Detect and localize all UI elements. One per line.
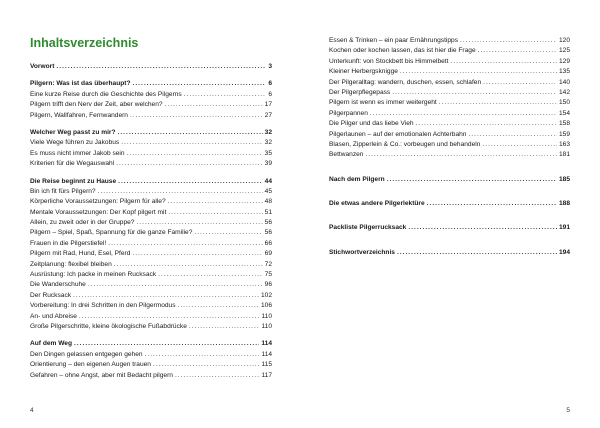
entry-title: Eine kurze Reise durch die Geschichte des Pilgerns — [30, 90, 182, 98]
toc-chapter-entry — [329, 223, 570, 233]
dot-leader — [397, 248, 557, 258]
toc-list-left — [30, 62, 272, 381]
entry-title: Körperliche Voraussetzungen: Pilgern für alle? — [30, 198, 166, 206]
entry-page-number: 27 — [264, 111, 272, 119]
entry-title: Blasen, Zipperlein & Co.: vorbeugen und behandeln — [329, 140, 481, 148]
entry-title: Kriterien für die Wegauswahl — [30, 160, 115, 168]
entry-title: Viele Wege führen zu Jakobus — [30, 139, 120, 147]
dot-leader — [370, 109, 557, 119]
entry-page-number: 17 — [264, 101, 272, 109]
dot-leader — [427, 199, 557, 209]
toc-entry — [329, 88, 570, 98]
entry-page-number: 110 — [261, 322, 272, 330]
toc-chapter-entry — [30, 79, 272, 89]
dot-leader — [400, 67, 557, 77]
dot-leader — [127, 149, 263, 159]
entry-page-number: 194 — [558, 248, 570, 256]
dot-leader — [365, 150, 557, 160]
dot-leader — [450, 57, 557, 67]
toc-entry — [30, 218, 272, 228]
entry-title: Nach dem Pilgern — [329, 175, 385, 183]
dot-leader — [483, 78, 557, 88]
entry-page-number: 39 — [264, 160, 272, 168]
entry-title: Es muss nicht immer Jakob sein — [30, 149, 125, 157]
dot-leader — [114, 260, 263, 270]
toc-entry — [30, 159, 272, 169]
entry-title: Ausrüstung: Ich packe in meinen Rucksack — [30, 271, 157, 279]
dot-leader — [158, 270, 263, 280]
dot-leader — [439, 98, 557, 108]
entry-page-number: 96 — [264, 281, 272, 289]
toc-entry — [30, 208, 272, 218]
dot-leader — [56, 62, 266, 72]
entry-page-number: 56 — [264, 229, 272, 237]
entry-title: Pilgern trifft den Nerv der Zeit, aber welchen? — [30, 101, 163, 109]
dot-leader — [392, 88, 557, 98]
entry-page-number: 188 — [558, 200, 570, 208]
dot-leader — [178, 301, 259, 311]
entry-title: Gefahren – ohne Angst, aber mit Bedacht pilgern — [30, 371, 173, 379]
entry-title: Frauen in die Pilgerstiefel! — [30, 239, 107, 247]
dot-leader — [468, 130, 557, 140]
entry-title: Pilgern – Spiel, Spaß, Spannung für die ganze Familie? — [30, 229, 193, 237]
dot-leader — [175, 371, 260, 381]
entry-page-number: 114 — [261, 350, 272, 358]
entry-title: Essen & Trinken – ein paar Ernährungstipps — [329, 37, 459, 44]
entry-title: Pilgerlaunen – auf der emotionalen Achterbahn — [329, 130, 467, 138]
toc-entry — [329, 98, 570, 108]
dot-leader — [460, 36, 557, 46]
entry-title: Pilgern mit Rad, Hund, Esel, Pferd — [30, 250, 131, 258]
dot-leader — [108, 239, 262, 249]
toc-chapter-entry — [30, 62, 272, 72]
toc-entry — [30, 239, 272, 249]
entry-title: Allein, zu zweit oder in der Gruppe? — [30, 219, 135, 227]
entry-title: Kochen oder kochen lassen, das ist hier die Frage — [329, 47, 476, 55]
group-gap — [329, 234, 570, 248]
dot-leader — [168, 197, 263, 207]
dot-leader — [132, 249, 262, 259]
dot-leader — [121, 138, 262, 148]
toc-entry — [30, 350, 272, 360]
toc-entry — [30, 270, 272, 280]
toc-entry — [30, 301, 272, 311]
entry-title: Vorwort — [30, 63, 55, 70]
dot-leader — [478, 46, 557, 56]
entry-page-number: 185 — [558, 175, 570, 183]
entry-title: Kleiner Herbergsknigge — [329, 68, 398, 76]
toc-entry — [329, 78, 570, 88]
entry-page-number: 69 — [264, 250, 272, 258]
dot-leader — [118, 177, 263, 187]
toc-entry — [329, 140, 570, 150]
toc-entry — [329, 119, 570, 129]
toc-entry — [30, 260, 272, 270]
dot-leader — [74, 339, 259, 349]
entry-page-number: 106 — [260, 302, 272, 310]
entry-title: Große Pilgerschritte, kleine ökologische Fußabdrücke — [30, 322, 187, 330]
entry-page-number: 142 — [558, 88, 570, 96]
entry-title: Die Reise beginnt zu Hause — [30, 177, 117, 185]
group-gap — [30, 121, 272, 128]
entry-page-number: 114 — [261, 340, 272, 348]
entry-page-number: 181 — [558, 151, 570, 159]
toc-entry — [30, 360, 272, 370]
toc-entry — [30, 197, 272, 207]
dot-leader — [387, 175, 557, 185]
entry-title: Pilgerpannen — [329, 109, 368, 117]
toc-entry — [329, 130, 570, 140]
toc-chapter-entry — [30, 339, 272, 349]
entry-page-number: 51 — [264, 208, 272, 216]
entry-page-number: 125 — [558, 47, 570, 55]
entry-page-number: 140 — [558, 78, 570, 86]
page-number-right: 5 — [566, 407, 570, 414]
toc-entry — [30, 322, 272, 332]
toc-chapter-entry — [329, 199, 570, 209]
toc-entry — [329, 36, 570, 46]
toc-entry — [30, 138, 272, 148]
toc-title: Inhaltsverzeichnis — [30, 36, 139, 50]
entry-title: Die etwas andere Pilgerlektüre — [329, 200, 425, 208]
dot-leader — [133, 79, 267, 89]
entry-page-number: 66 — [264, 239, 272, 247]
entry-title: Packliste Pilgerrucksack — [329, 224, 407, 232]
right-page — [300, 0, 600, 428]
toc-entry — [30, 291, 272, 301]
toc-entry — [30, 187, 272, 197]
dot-leader — [130, 111, 263, 121]
dot-leader — [184, 90, 267, 100]
toc-list-right — [329, 36, 570, 258]
dot-leader — [189, 322, 260, 332]
toc-entry — [30, 111, 272, 121]
dot-leader — [116, 159, 262, 169]
toc-entry — [329, 67, 570, 77]
entry-page-number: 110 — [261, 312, 272, 320]
dot-leader — [168, 208, 262, 218]
group-gap — [329, 209, 570, 223]
toc-entry — [329, 109, 570, 119]
entry-page-number: 32 — [264, 128, 272, 136]
entry-title: Zeitplanung: flexibel bleiben — [30, 260, 112, 268]
entry-title: Mentale Voraussetzungen: Der Kopf pilgert mit — [30, 208, 167, 216]
entry-page-number: 191 — [558, 224, 570, 232]
toc-chapter-entry — [329, 175, 570, 185]
toc-entry — [329, 57, 570, 67]
entry-page-number: 115 — [261, 361, 272, 369]
entry-page-number: 72 — [264, 260, 272, 268]
entry-page-number: 6 — [268, 80, 272, 88]
entry-page-number: 48 — [264, 198, 272, 206]
toc-entry — [329, 46, 570, 56]
toc-entry — [329, 150, 570, 160]
toc-entry — [30, 249, 272, 259]
entry-title: Der Pilgerpflegepass — [329, 88, 391, 96]
entry-title: Bin ich fit fürs Pilgern? — [30, 187, 96, 195]
toc-chapter-entry — [30, 128, 272, 138]
entry-page-number: 75 — [264, 271, 272, 279]
entry-page-number: 44 — [264, 177, 272, 185]
toc-chapter-entry — [329, 248, 570, 258]
entry-title: Der Rucksack — [30, 291, 72, 299]
entry-title: Auf dem Weg — [30, 340, 73, 348]
entry-title: An- und Abreise — [30, 312, 77, 320]
entry-title: Orientierung – den eigenen Augen trauen — [30, 361, 151, 369]
entry-page-number: 158 — [558, 120, 570, 128]
entry-page-number: 35 — [264, 149, 272, 157]
entry-page-number: 150 — [558, 99, 570, 107]
entry-title: Stichwortverzeichnis — [329, 248, 395, 256]
entry-page-number: 117 — [261, 371, 272, 379]
entry-title: Bettwanzen — [329, 151, 364, 159]
toc-entry — [30, 90, 272, 100]
dot-leader — [408, 223, 557, 233]
entry-page-number: 3 — [268, 63, 272, 70]
dot-leader — [73, 291, 259, 301]
toc-entry — [30, 228, 272, 238]
entry-title: Unterkunft: von Stockbett bis Himmelbett — [329, 57, 449, 65]
toc-entry — [30, 312, 272, 322]
entry-page-number: 135 — [558, 68, 570, 76]
group-gap — [30, 332, 272, 339]
toc-entry — [30, 371, 272, 381]
dot-leader — [153, 360, 260, 370]
group-gap — [30, 170, 272, 177]
dot-leader — [165, 100, 263, 110]
entry-page-number: 6 — [268, 90, 272, 98]
dot-leader — [88, 280, 263, 290]
dot-leader — [194, 228, 262, 238]
group-gap — [30, 72, 272, 79]
dot-leader — [98, 187, 263, 197]
entry-page-number: 163 — [558, 140, 570, 148]
entry-title: Welcher Weg passt zu mir? — [30, 128, 116, 136]
page-number-left: 4 — [30, 407, 34, 414]
entry-title: Pilgern: Was ist das überhaupt? — [30, 80, 131, 88]
entry-title: Vorbereitung: In drei Schritten in den Pilgermodus — [30, 302, 176, 310]
toc-entry — [30, 149, 272, 159]
entry-title: Pilgern ist wenn es immer weitergeht — [329, 99, 437, 107]
entry-page-number: 102 — [260, 291, 272, 299]
entry-page-number: 120 — [558, 37, 570, 44]
entry-title: Die Wanderschuhe — [30, 281, 86, 289]
entry-title: Den Dingen gelassen entgegen gehen — [30, 350, 143, 358]
group-gap — [329, 161, 570, 175]
dot-leader — [482, 140, 557, 150]
entry-page-number: 45 — [264, 187, 272, 195]
dot-leader — [79, 312, 260, 322]
group-gap — [329, 185, 570, 199]
entry-title: Pilgern, Wallfahren, Fernwandern — [30, 111, 128, 119]
entry-page-number: 159 — [558, 130, 570, 138]
entry-title: Der Pilgeralltag: wandern, duschen, essen, schlafen — [329, 78, 482, 86]
dot-leader — [416, 119, 557, 129]
entry-page-number: 129 — [558, 57, 570, 65]
entry-page-number: 56 — [264, 219, 272, 227]
entry-title: Die Pilger und das liebe Vieh — [329, 120, 414, 128]
entry-page-number: 32 — [264, 139, 272, 147]
dot-leader — [145, 350, 260, 360]
dot-leader — [136, 218, 262, 228]
dot-leader — [118, 128, 263, 138]
toc-entry — [30, 280, 272, 290]
toc-entry — [30, 100, 272, 110]
entry-page-number: 154 — [558, 109, 570, 117]
toc-chapter-entry — [30, 177, 272, 187]
